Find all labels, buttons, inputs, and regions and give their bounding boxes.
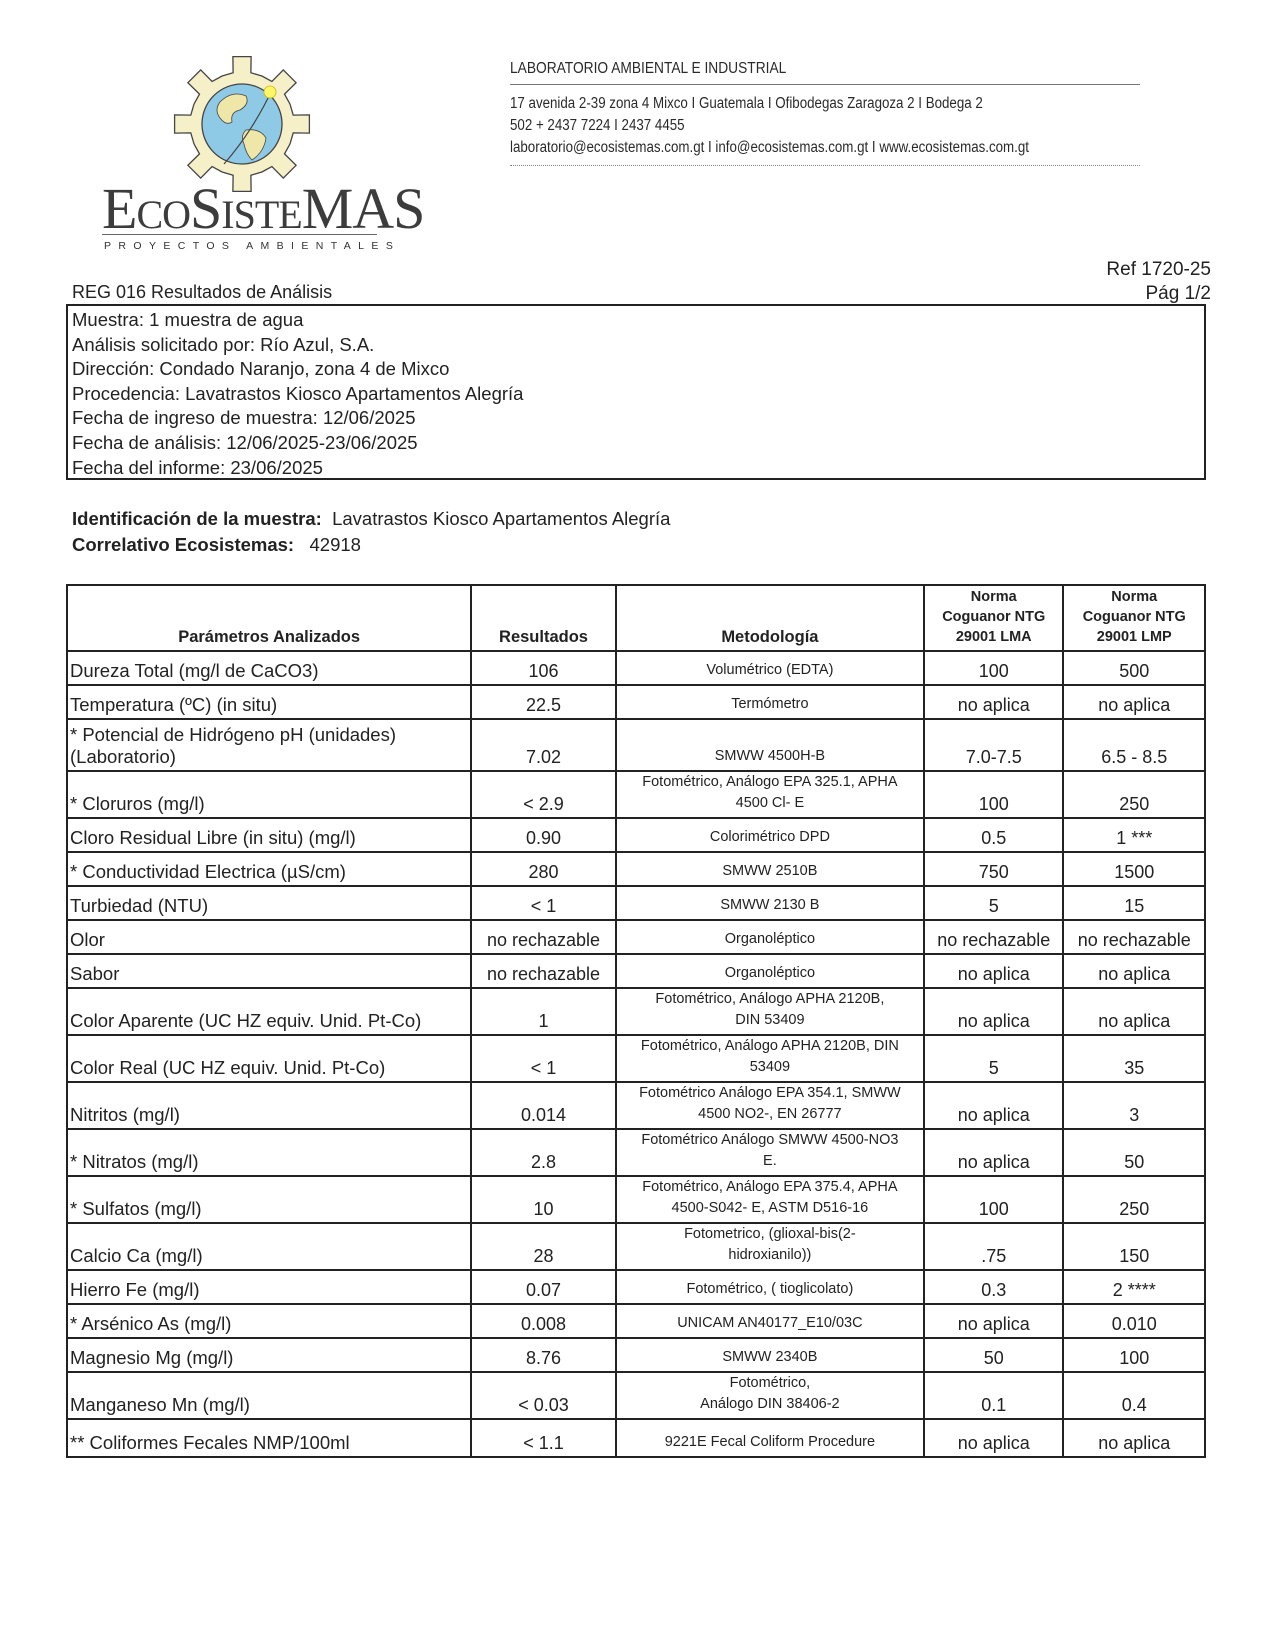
table-row [67,852,1205,886]
method-text: 9221E Fecal Coliform Procedure [664,1434,876,1450]
header-lma-line1: Norma [970,589,1017,605]
cell-result: 106 [471,651,616,685]
cell-lmp: 250 [1063,771,1205,818]
cell-lmp: 50 [1063,1129,1205,1176]
cell-methodology [616,1223,924,1270]
cell-methodology [616,1082,924,1129]
param-text: Temperatura (ºC) (in situ) [70,694,278,715]
gear-globe-icon [162,52,322,197]
table-header-row [67,585,1205,651]
cell-result: 0.90 [471,818,616,852]
header-lmp [1063,585,1205,651]
correlative-label: Correlativo Ecosistemas: [72,534,295,555]
param-text: Cloro Residual Libre (in situ) (mg/l) [70,827,356,848]
cell-result: 0.008 [471,1304,616,1338]
cell-lmp: 1500 [1063,852,1205,886]
cell-lma: 5 [924,1035,1063,1082]
table-row [67,1176,1205,1223]
cell-result: no rechazable [471,920,616,954]
results-table [66,584,1206,1458]
param-text: * Arsénico As (mg/l) [70,1313,232,1334]
param-text: Olor [70,929,105,950]
cell-methodology [616,1338,924,1372]
cell-lmp: 100 [1063,1338,1205,1372]
cell-methodology [616,1176,924,1223]
cell-parameter [67,1270,471,1304]
info-requested-by: Análisis solicitado por: Río Azul, S.A. [72,333,375,355]
cell-parameter [67,1129,471,1176]
cell-methodology [616,651,924,685]
cell-lmp: no aplica [1063,988,1205,1035]
cell-result: 8.76 [471,1338,616,1372]
cell-methodology [616,818,924,852]
cell-parameter [67,1419,471,1457]
identification-label: Identificación de la muestra: [72,508,322,529]
cell-lmp: 3 [1063,1082,1205,1129]
cell-methodology [616,1372,924,1419]
cell-result: 10 [471,1176,616,1223]
cell-result: 2.8 [471,1129,616,1176]
table-row [67,954,1205,988]
cell-lmp: 250 [1063,1176,1205,1223]
letterhead-bottom-divider [510,165,1140,166]
cell-parameter [67,1035,471,1082]
cell-result: 28 [471,1223,616,1270]
method-line2: hidroxianilo)) [728,1247,812,1263]
cell-lmp: 150 [1063,1223,1205,1270]
method-text: Fotométrico, ( tioglicolato) [686,1281,854,1297]
table-row [67,1419,1205,1457]
cell-lma: 5 [924,886,1063,920]
method-text: Termómetro [731,696,809,712]
cell-result: 0.07 [471,1270,616,1304]
cell-parameter [67,719,471,771]
cell-lmp: 15 [1063,886,1205,920]
cell-lma: no aplica [924,1304,1063,1338]
cell-lmp: no aplica [1063,954,1205,988]
cell-methodology [616,1304,924,1338]
method-line1: Fotométrico, Análogo APHA 2120B, DIN [640,1038,899,1054]
table-row [67,685,1205,719]
cell-lma: no aplica [924,685,1063,719]
param-line1: * Potencial de Hidrógeno pH (unidades) [70,724,397,745]
cell-result: < 1 [471,1035,616,1082]
info-address: Dirección: Condado Naranjo, zona 4 de Mixco [72,358,450,380]
param-text: Color Real (UC HZ equiv. Unid. Pt-Co) [70,1057,386,1078]
cell-parameter [67,1304,471,1338]
letterhead-divider [510,84,1140,85]
cell-methodology [616,1129,924,1176]
cell-result: < 1.1 [471,1419,616,1457]
cell-lmp: 0.010 [1063,1304,1205,1338]
cell-lma: no aplica [924,1082,1063,1129]
cell-parameter [67,1372,471,1419]
cell-methodology [616,1419,924,1457]
method-line2: E. [763,1153,777,1169]
param-text: * Nitratos (mg/l) [70,1151,199,1172]
report-title: REG 016 Resultados de Análisis [72,282,333,302]
cell-result: < 2.9 [471,771,616,818]
lab-address: 17 avenida 2-39 zona 4 Mixco I Guatemala I Ofibodegas Zaragoza 2 I Bodega 2 [510,95,983,112]
cell-methodology [616,988,924,1035]
cell-parameter [67,651,471,685]
table-row [67,771,1205,818]
method-line1: Fotométrico Análogo SMWW 4500-NO3 [641,1132,899,1148]
cell-methodology [616,954,924,988]
identification-value: Lavatrastos Kiosco Apartamentos Alegría [332,508,671,529]
header-parameters: Parámetros Analizados [67,585,471,651]
satellite-dot [264,86,276,98]
cell-lma: no aplica [924,954,1063,988]
info-origin: Procedencia: Lavatrastos Kiosco Apartamentos Alegría [72,382,524,404]
table-row [67,1129,1205,1176]
cell-result: no rechazable [471,954,616,988]
info-sample: Muestra: 1 muestra de agua [72,309,304,330]
cell-result: 0.014 [471,1082,616,1129]
lab-phones: 502 + 2437 7224 I 2437 4455 [510,117,685,134]
table-row [67,818,1205,852]
param-text: * Conductividad Electrica (µS/cm) [70,861,346,882]
cell-lmp: 2 **** [1063,1270,1205,1304]
cell-methodology [616,920,924,954]
page-number: Pág 1/2 [1145,283,1211,304]
param-text: * Cloruros (mg/l) [70,793,205,814]
param-text: Nitritos (mg/l) [70,1104,180,1125]
method-text: SMWW 2510B [722,863,818,879]
method-text: SMWW 2130 B [720,897,820,913]
cell-lmp: no aplica [1063,1419,1205,1457]
cell-lma: 100 [924,771,1063,818]
cell-parameter [67,920,471,954]
param-text: ** Coliformes Fecales NMP/100ml [70,1432,350,1453]
table-row [67,886,1205,920]
method-line2: 4500 Cl- E [735,795,805,811]
cell-lmp: 1 *** [1063,818,1205,852]
brand-wordmark: ECOSISTEMAS [102,176,425,241]
cell-lma: no aplica [924,1419,1063,1457]
cell-result: 1 [471,988,616,1035]
param-text: Calcio Ca (mg/l) [70,1245,203,1266]
cell-lmp: 500 [1063,651,1205,685]
param-text: Magnesio Mg (mg/l) [70,1347,234,1368]
reference-block [1106,258,1211,306]
method-text: Volumétrico (EDTA) [706,662,834,678]
method-line2: 53409 [749,1059,791,1075]
method-line2: 4500-S042- E, ASTM D516-16 [671,1200,869,1216]
cell-lma: no aplica [924,1129,1063,1176]
method-text: UNICAM AN40177_E10/03C [677,1315,863,1331]
cell-lma: 750 [924,852,1063,886]
method-text: Organoléptico [724,931,816,947]
cell-lma: 0.1 [924,1372,1063,1419]
cell-result: 7.02 [471,719,616,771]
cell-result: 22.5 [471,685,616,719]
cell-lma: 100 [924,1176,1063,1223]
param-text: Sabor [70,963,120,984]
cell-lmp: no rechazable [1063,920,1205,954]
method-line1: Fotométrico, Análogo EPA 325.1, APHA [642,774,898,790]
cell-parameter [67,1223,471,1270]
info-intake-date: Fecha de ingreso de muestra: 12/06/2025 [72,407,416,429]
header-lma-line2: Coguanor NTG [942,609,1046,625]
method-line1: Fotométrico Análogo EPA 354.1, SMWW [639,1085,901,1101]
header-lmp-line1: Norma [1111,589,1158,605]
ref-number: Ref 1720-25 [1106,259,1211,280]
cell-parameter [67,988,471,1035]
cell-parameter [67,1338,471,1372]
cell-methodology [616,1035,924,1082]
cell-lma: 0.3 [924,1270,1063,1304]
info-report-date: Fecha del informe: 23/06/2025 [72,456,323,478]
lab-name: LABORATORIO AMBIENTAL E INDUSTRIAL [510,60,787,77]
lab-contacts: laboratorio@ecosistemas.com.gt I info@ecosistemas.com.gt I www.ecosistemas.com.gt [510,139,1029,156]
table-row [67,1338,1205,1372]
cell-parameter [67,1176,471,1223]
sample-info-box [66,304,1206,480]
cell-lmp: 0.4 [1063,1372,1205,1419]
letterhead [510,60,1140,166]
table-row [67,1223,1205,1270]
method-line1: Fotométrico, Análogo EPA 375.4, APHA [642,1179,898,1195]
correlative-value: 42918 [309,534,361,555]
cell-methodology [616,852,924,886]
cell-methodology [616,685,924,719]
cell-parameter [67,886,471,920]
cell-methodology [616,771,924,818]
cell-lma: 50 [924,1338,1063,1372]
param-line2: (Laboratorio) [70,746,176,767]
table-row [67,1270,1205,1304]
method-line1: Fotometrico, (glioxal-bis(2- [684,1226,856,1242]
cell-parameter [67,771,471,818]
method-text: SMWW 4500H-B [714,748,826,764]
logo-tagline: PROYECTOS AMBIENTALES [104,240,401,252]
method-text: SMWW 2340B [722,1349,818,1365]
cell-parameter [67,1082,471,1129]
table-row [67,1035,1205,1082]
table-row [67,920,1205,954]
param-text: * Sulfatos (mg/l) [70,1198,202,1219]
cell-parameter [67,818,471,852]
cell-methodology [616,1270,924,1304]
header-lmp-line2: Coguanor NTG [1082,609,1186,625]
logo-divider [102,234,377,235]
cell-lmp: 6.5 - 8.5 [1063,719,1205,771]
method-text: Colorimétrico DPD [709,829,830,845]
method-line1: Fotométrico, [729,1375,811,1391]
param-text: Dureza Total (mg/l de CaCO3) [70,660,319,681]
table-row [67,988,1205,1035]
method-line2: Análogo DIN 38406-2 [700,1396,840,1412]
cell-lma: 0.5 [924,818,1063,852]
cell-lma: no aplica [924,988,1063,1035]
param-text: Hierro Fe (mg/l) [70,1279,200,1300]
table-row [67,651,1205,685]
ecosistemas-logo [92,52,425,252]
cell-parameter [67,852,471,886]
table-row [67,719,1205,771]
cell-result: 280 [471,852,616,886]
cell-lma: 7.0-7.5 [924,719,1063,771]
cell-methodology [616,719,924,771]
cell-parameter [67,685,471,719]
cell-lmp: 35 [1063,1035,1205,1082]
cell-methodology [616,886,924,920]
sample-identification [72,506,670,558]
param-text: Color Aparente (UC HZ equiv. Unid. Pt-Co) [70,1010,422,1031]
header-lmp-line3: 29001 LMP [1096,629,1172,645]
method-text: Organoléptico [724,965,816,981]
header-lma [924,585,1063,651]
param-text: Manganeso Mn (mg/l) [70,1394,250,1415]
info-analysis-date: Fecha de análisis: 12/06/2025-23/06/2025 [72,431,418,453]
table-row [67,1304,1205,1338]
method-line2: DIN 53409 [735,1012,805,1028]
cell-result: < 0.03 [471,1372,616,1419]
method-line1: Fotométrico, Análogo APHA 2120B, [655,991,885,1007]
header-lma-line3: 29001 LMA [955,629,1032,645]
header-results: Resultados [471,585,616,651]
table-row [67,1082,1205,1129]
cell-lma: no rechazable [924,920,1063,954]
param-text: Turbiedad (NTU) [70,895,209,916]
table-row [67,1372,1205,1419]
cell-lma: .75 [924,1223,1063,1270]
cell-lmp: no aplica [1063,685,1205,719]
cell-lma: 100 [924,651,1063,685]
header-methodology: Metodología [616,585,924,651]
cell-parameter [67,954,471,988]
method-line2: 4500 NO2-, EN 26777 [698,1106,842,1122]
cell-result: < 1 [471,886,616,920]
